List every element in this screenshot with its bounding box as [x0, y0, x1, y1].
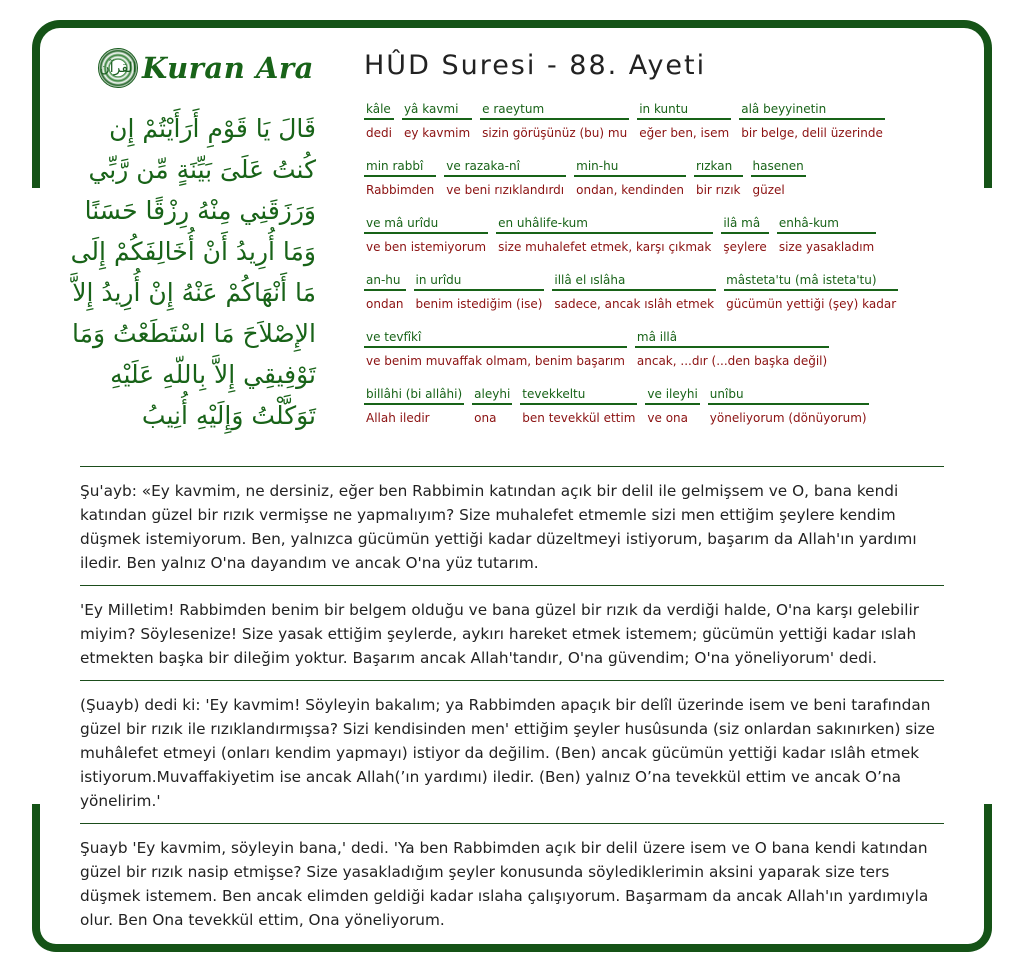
arabic-line: تَوْفِيقِي إِلاَّ بِاللّهِ عَلَيْهِ — [110, 360, 316, 389]
word-meaning: Rabbimden — [366, 183, 435, 197]
word-pair — [364, 385, 464, 442]
word-by-word-table — [364, 100, 924, 442]
translation-text: (Şuayb) dedi ki: 'Ey kavmim! Söyleyin bakalım; ya Rabbimden apaçık bir delîl üzerinde isem ve beni tarafından güzel bir rızık ile rızıklandırmışsa? Sizi kendisinden men' ettiğim şeyler husûsunda (siz onlardan sakınırken) size muhâlefet etmeyi (onları kendim yapmayı) istiyor da değilim. (Ben) ancak gücümün yettiği kadar ıslâh etmek istiyorum.Muvaffakiyetim ise ancak Allah(’ın yardımı) iledir. (Ben) yalnız O’na tevekkül ettim ve ancak O’na yönelirim.' — [80, 696, 935, 810]
word-transliteration: ve tevfîkî — [364, 328, 627, 348]
translation-text: Şu'ayb: «Ey kavmim, ne dersiniz, eğer ben Rabbimin katından açık bir delil ile gelmişsem ve O, bana kendi katından güzel bir rızık vermişse ne yapmalıyım? Size muhalefet etmemle sizi men ettiğim şeylere kendim düşmek istemiyorum. Ben, yalnızca gücümün yettiği kadar düzeltmeyi istiyorum, başarım da Allah'ın yardımı iledir. Ben yalnız O'na dayandım ve ancak O'na yüz tutarım. — [80, 482, 917, 572]
word-transliteration: in urîdu — [414, 271, 545, 291]
word-meaning: gücümün yettiği (şey) kadar — [726, 297, 897, 311]
word-transliteration: kâle — [364, 100, 394, 120]
word-transliteration: aleyhi — [472, 385, 512, 405]
arabic-line: وَرَزَقَنِي مِنْهُ رِزْقًا حَسَنًا — [84, 196, 316, 225]
word-pair — [694, 157, 743, 214]
word-transliteration: enhâ-kum — [777, 214, 876, 234]
word-meaning: güzel — [752, 183, 785, 197]
word-transliteration: illâ el ıslâha — [552, 271, 716, 291]
word-meaning: ey kavmim — [403, 126, 471, 140]
word-meaning: ve ona — [647, 411, 688, 425]
word-meaning: dedi — [366, 126, 392, 140]
word-meaning: size yasakladım — [778, 240, 875, 254]
word-meaning: Allah iledir — [366, 411, 430, 425]
word-transliteration: ilâ mâ — [721, 214, 769, 234]
word-pair — [364, 100, 394, 157]
word-pair — [472, 385, 512, 442]
word-pair — [724, 271, 898, 328]
word-pair — [520, 385, 637, 442]
word-pair — [552, 271, 716, 328]
site-logo[interactable] — [98, 46, 314, 90]
arabic-verse — [56, 108, 316, 436]
word-row — [364, 157, 924, 214]
word-meaning: size muhalefet etmek, karşı çıkmak — [498, 240, 712, 254]
word-transliteration: en uhâlife-kum — [496, 214, 713, 234]
translation-block — [80, 585, 944, 680]
word-row — [364, 271, 924, 328]
word-pair — [364, 214, 488, 271]
word-meaning: ben tevekkül ettim — [522, 411, 636, 425]
word-transliteration: hasenen — [751, 157, 806, 177]
word-row — [364, 214, 924, 271]
word-transliteration: mâ illâ — [635, 328, 829, 348]
word-pair — [480, 100, 629, 157]
word-row — [364, 385, 924, 442]
translation-text: Şuayb 'Ey kavmim, söyleyin bana,' dedi. 'Ya ben Rabbimden açık bir delil üzere isem ve O bana kendi katından güzel bir rızık nasip etmişse? Size yasakladığım şeyler konusunda söylediklerimin aksini yaparak size ters düşmek istemem. Ben ancak elimden geldiği kadar ıslaha çalışıyorum. Başarmam da ancak Allah'ın yardımıyla olur. Ben Ona tevekkül ettim, Ona yöneliyorum. — [80, 839, 929, 929]
word-pair — [444, 157, 566, 214]
translation-text: 'Ey Milletim! Rabbimden benim bir belgem olduğu ve bana güzel bir rızık da verdiği halde, O'na karşı gelebilir miyim? Söylesenize! Size yasak ettiğim şeylerde, aykırı hareket etmek istemem; gücümün yettiği kadar ıslah etmekten başka bir dileğim yoktur. Başarım ancak Allah'tandır, O'na güvendim; O'na yöneliyorum' dedi. — [80, 601, 920, 667]
emblem-glyph: القرآن — [99, 60, 137, 76]
word-pair — [751, 157, 806, 214]
word-transliteration: unîbu — [708, 385, 869, 405]
arabic-line: قَالَ يَا قَوْمِ أَرَأَيْتُمْ إِن — [109, 114, 316, 143]
word-pair — [777, 214, 876, 271]
word-meaning: ona — [474, 411, 497, 425]
word-transliteration: min-hu — [574, 157, 686, 177]
word-meaning: sadece, ancak ıslâh etmek — [554, 297, 715, 311]
word-transliteration: yâ kavmi — [402, 100, 472, 120]
word-pair — [645, 385, 699, 442]
word-pair — [739, 100, 885, 157]
translations-list — [80, 466, 944, 942]
word-meaning: bir belge, delil üzerinde — [741, 126, 883, 140]
word-pair — [496, 214, 713, 271]
word-transliteration: rızkan — [694, 157, 743, 177]
word-meaning: benim istediğim (ise) — [415, 297, 543, 311]
word-pair — [364, 271, 406, 328]
word-pair — [364, 328, 627, 385]
word-transliteration: e raeytum — [480, 100, 629, 120]
word-pair — [637, 100, 731, 157]
quran-emblem-icon — [98, 48, 138, 88]
word-pair — [364, 157, 436, 214]
word-meaning: eğer ben, isem — [639, 126, 730, 140]
word-transliteration: in kuntu — [637, 100, 731, 120]
word-meaning: ondan, kendinden — [576, 183, 684, 197]
word-meaning: yöneliyorum (dönüyorum) — [709, 411, 867, 425]
word-meaning: ve ben istemiyorum — [366, 240, 487, 254]
translation-block — [80, 680, 944, 823]
word-pair — [635, 328, 829, 385]
arabic-line: تَوَكَّلْتُ وَإِلَيْهِ أُنِيبُ — [141, 401, 316, 430]
word-transliteration: mâsteta'tu (mâ isteta'tu) — [724, 271, 898, 291]
word-meaning: ancak, ...dır (...den başka değil) — [636, 354, 828, 368]
arabic-line: كُنتُ عَلَىَ بَيِّنَةٍ مِّن رَّبِّي — [88, 155, 316, 184]
word-meaning: bir rızık — [695, 183, 741, 197]
word-transliteration: ve razaka-nî — [444, 157, 566, 177]
word-transliteration: billâhi (bi allâhi) — [364, 385, 464, 405]
translation-block — [80, 466, 944, 585]
word-pair — [708, 385, 869, 442]
word-transliteration: tevekkeltu — [520, 385, 637, 405]
word-transliteration: ve ileyhi — [645, 385, 699, 405]
word-transliteration: ve mâ urîdu — [364, 214, 488, 234]
word-transliteration: an-hu — [364, 271, 406, 291]
word-row — [364, 328, 924, 385]
word-meaning: sizin görüşünüz (bu) mu — [482, 126, 628, 140]
logo-text: Kuran Ara — [142, 51, 314, 85]
word-pair — [414, 271, 545, 328]
word-transliteration: min rabbî — [364, 157, 436, 177]
word-row — [364, 100, 924, 157]
translation-block — [80, 823, 944, 942]
word-meaning: ve beni rızıklandırdı — [446, 183, 565, 197]
word-transliteration: alâ beyyinetin — [739, 100, 885, 120]
word-pair — [574, 157, 686, 214]
word-meaning: ve benim muvaffak olmam, benim başarım — [366, 354, 625, 368]
arabic-line: الإِصْلاَحَ مَا اسْتَطَعْتُ وَمَا — [72, 319, 316, 348]
word-meaning: ondan — [366, 297, 404, 311]
arabic-line: مَا أَنْهَاكُمْ عَنْهُ إِنْ أُرِيدُ إِلاَّ — [72, 278, 316, 307]
page-title: HÛD Suresi - 88. Ayeti — [364, 50, 707, 81]
word-pair — [402, 100, 472, 157]
word-meaning: şeylere — [723, 240, 767, 254]
word-pair — [721, 214, 769, 271]
arabic-line: وَمَا أُرِيدُ أَنْ أُخَالِفَكُمْ إِلَى — [70, 237, 316, 266]
